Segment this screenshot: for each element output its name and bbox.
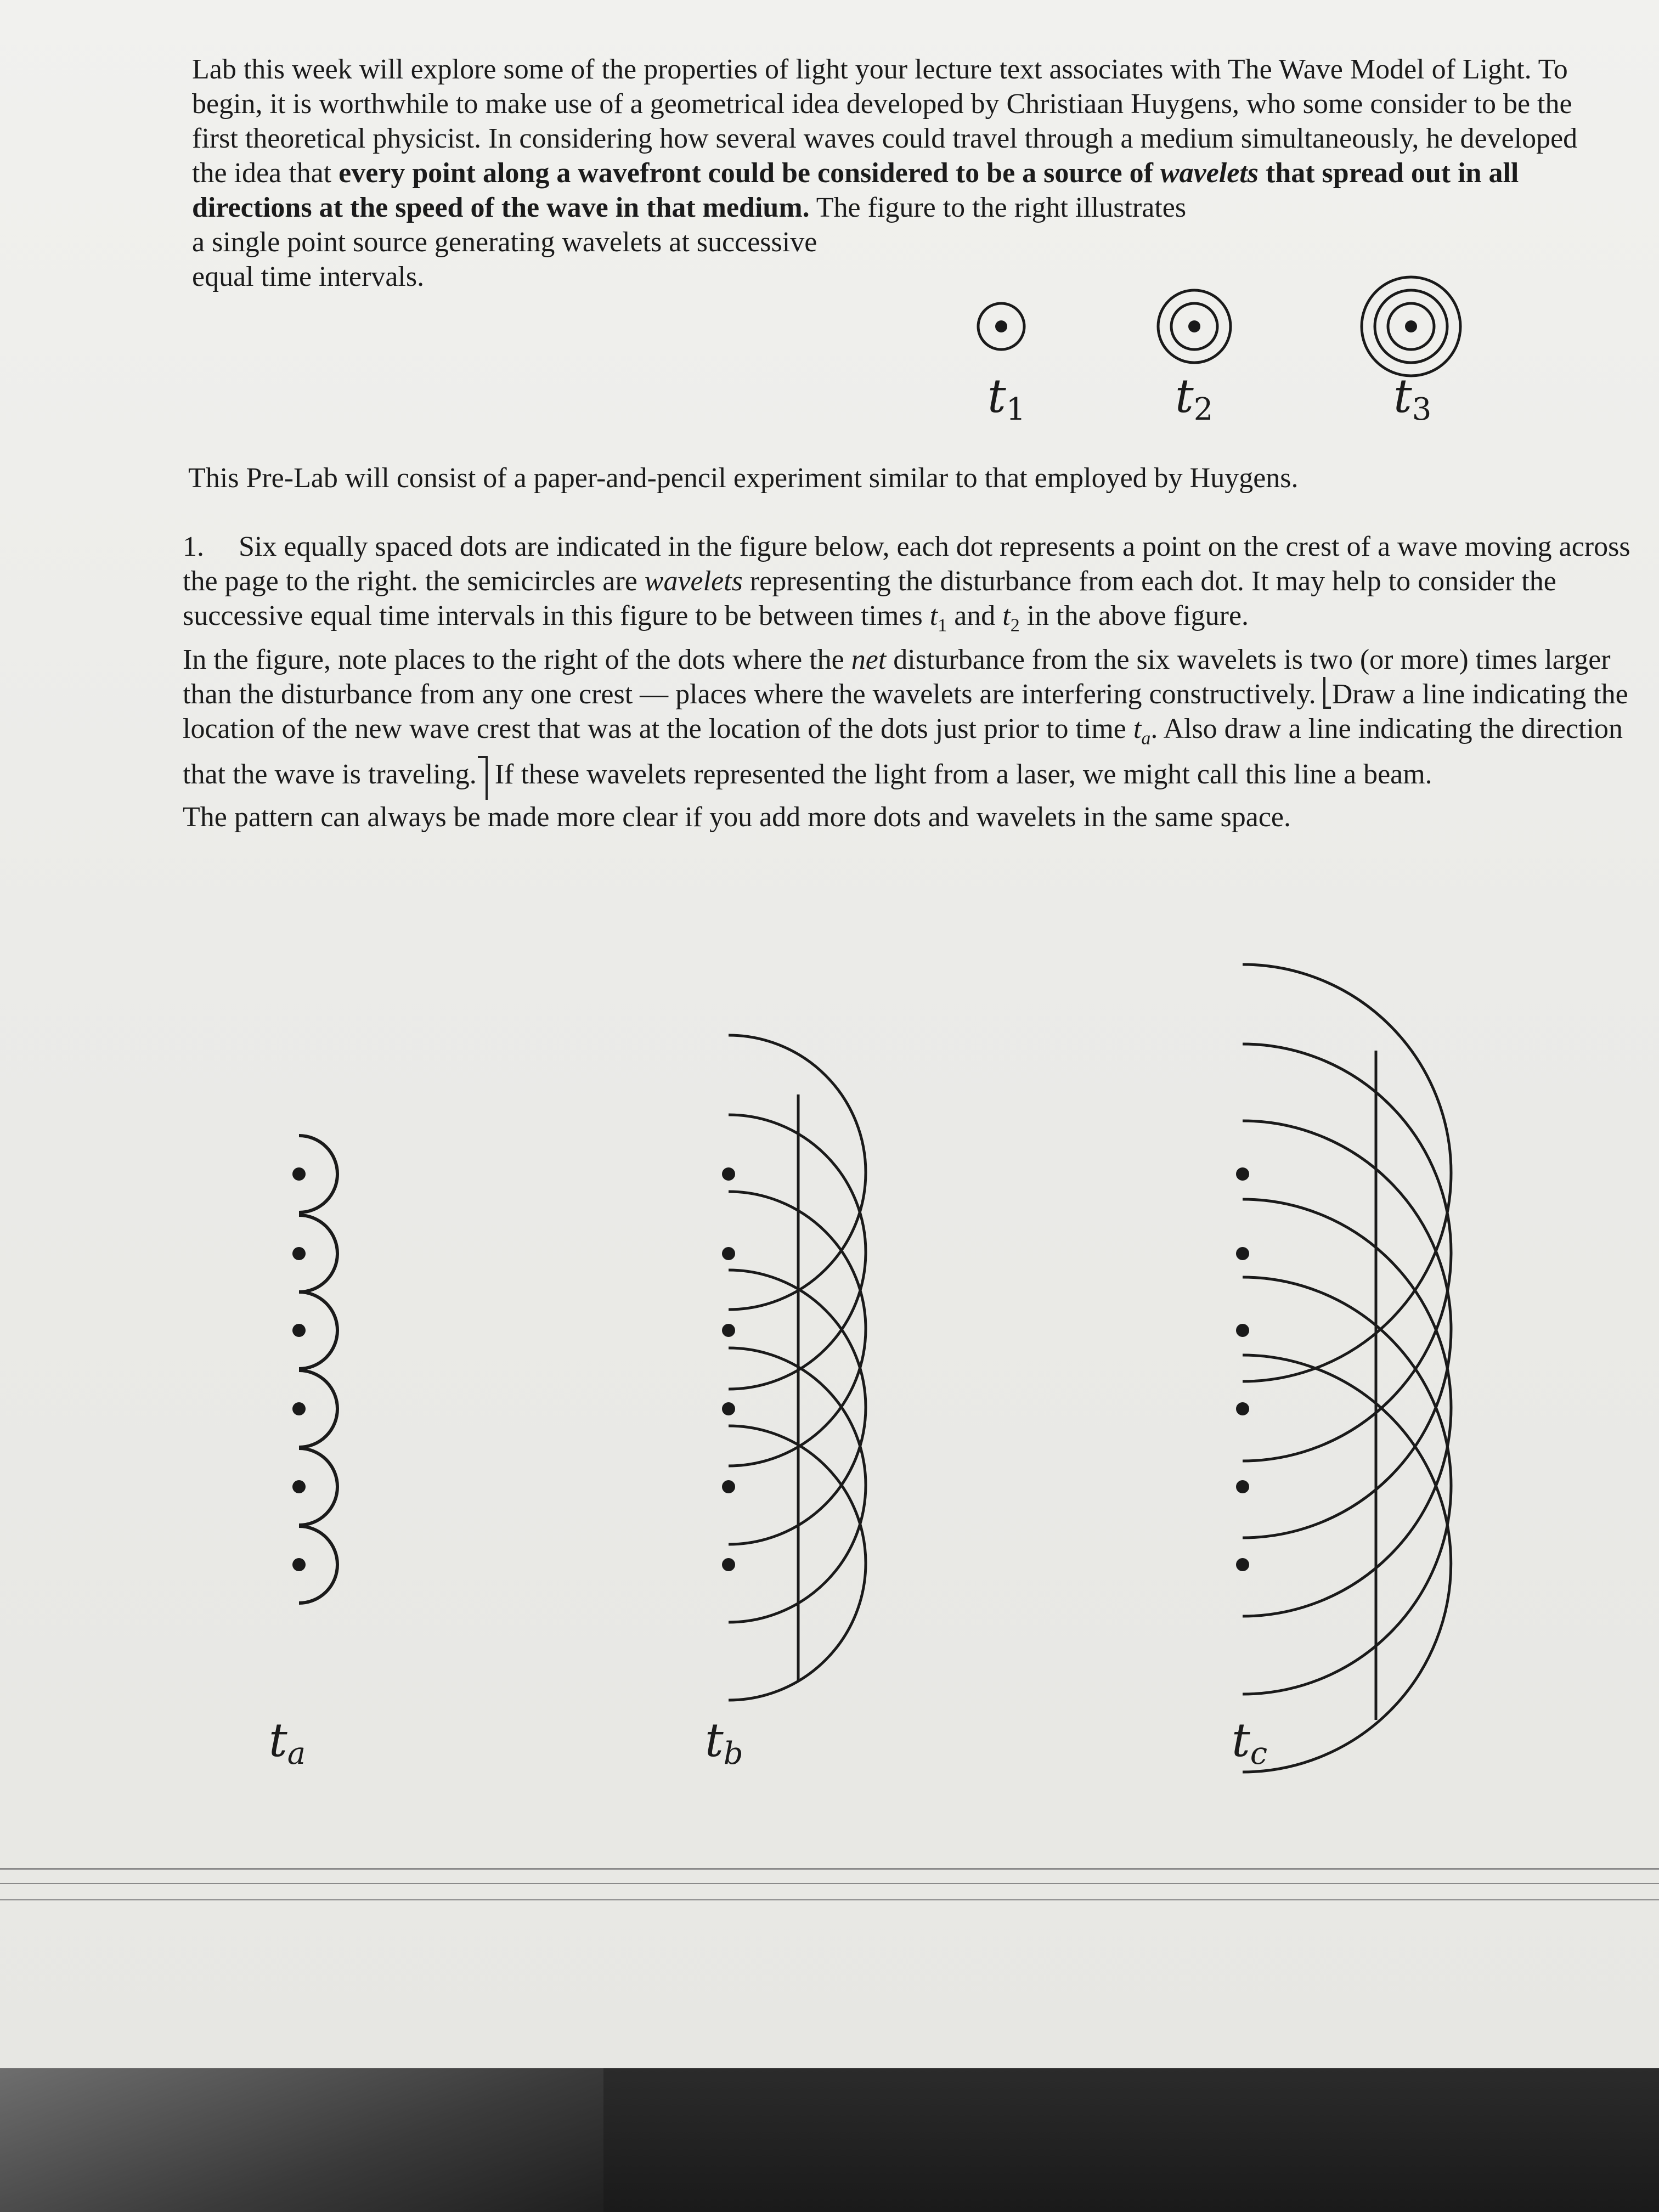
bracket-right <box>478 756 488 800</box>
question-1: 1. Six equally spaced dots are indicated in the figure below, each dot represents a point on the crest of a wave moving across the page to the right. the semicircles are wavelets representing the disturbance from each dot. It may help to consider the successive equal time intervals in this figure to be between times $t_1$ and $t_2$ in the above figure. In the figure, note places to the right of the dots where the net disturbance from the six wavelets is two (or more) times larger than the disturbance from any one crest — places where the wavelets are interfering constructively. Draw a line indicating the location of the new wave crest that was at the location of the dots just prior to time $t_a$. Also draw a line indicating the direction that the wave is traveling. If these wavelets represented the light from a laser, we might call this line a beam. The pattern can always be made more clear if you add more dots and wavelets in the same space. <box>183 529 1631 834</box>
desk-shadow <box>0 2068 603 2212</box>
divider-line <box>0 1899 1659 1900</box>
bracket-left <box>1323 677 1331 709</box>
intro-text: Lab this week will explore some of the properties of light your lecture text associates with The Wave Model of Light. To begin, it is worthwhile to make use of a geometrical idea developed by Christiaan Huygens, who some consider to be the first theoretical physicist. In considering how several waves could travel through a medium simultaneously, he developed the idea that <box>192 54 1578 189</box>
instruction-draw-crest: Draw a line indicating the location of the new wave crest that was at the location of the dots just prior to time <box>183 679 1628 745</box>
intro-bold-1: every point along a wavefront could be considered to be a source of <box>338 157 1160 189</box>
divider-line <box>0 1883 1659 1884</box>
question-number: 1. <box>183 531 204 562</box>
question-1-paragraph-3: The pattern can always be made more clear if you add more dots and wavelets in the same space. <box>183 801 1291 833</box>
label-t1: $t_1$ <box>988 369 1026 427</box>
prelab-paragraph: This Pre-Lab will consist of a paper-and-pencil experiment similar to that employed by Huygens. <box>188 462 1299 494</box>
intro-line-4: equal time intervals. <box>192 261 425 292</box>
label-tc: $t_c$ <box>1232 1713 1268 1771</box>
intro-wavelets-word: wavelets <box>1160 157 1259 189</box>
intro-line-3: a single point source generating wavelets at successive <box>192 227 817 258</box>
question-1-paragraph-2: In the figure, note places to the right of the dots where the net disturbance from the six wavelets is two (or more) times larger than the disturbance from any one crest — places where the wavelets are interfering constructively. Draw a line indicating the location of the new wave crest that was at the location of the dots just prior to time $t_a$. Also draw a line indicating the direction that the wave is traveling. If these wavelets represented the light from a laser, we might call this line a beam. <box>183 644 1628 789</box>
instruction-draw-direction: . Also draw a line indicating the direction that the wave is traveling. <box>183 713 1623 790</box>
label-t3: $t_3$ <box>1393 369 1432 427</box>
divider-line <box>0 1868 1659 1870</box>
label-t2: $t_2$ <box>1175 369 1214 427</box>
label-tb: $t_b$ <box>705 1713 743 1771</box>
intro-paragraph <box>192 52 1607 294</box>
intro-figure-ref: The figure to the right illustrates <box>809 192 1187 223</box>
label-ta: $t_a$ <box>269 1713 306 1771</box>
intro-bold-2: that spread out in all directions at the speed of the wave in that medium. <box>192 157 1519 223</box>
